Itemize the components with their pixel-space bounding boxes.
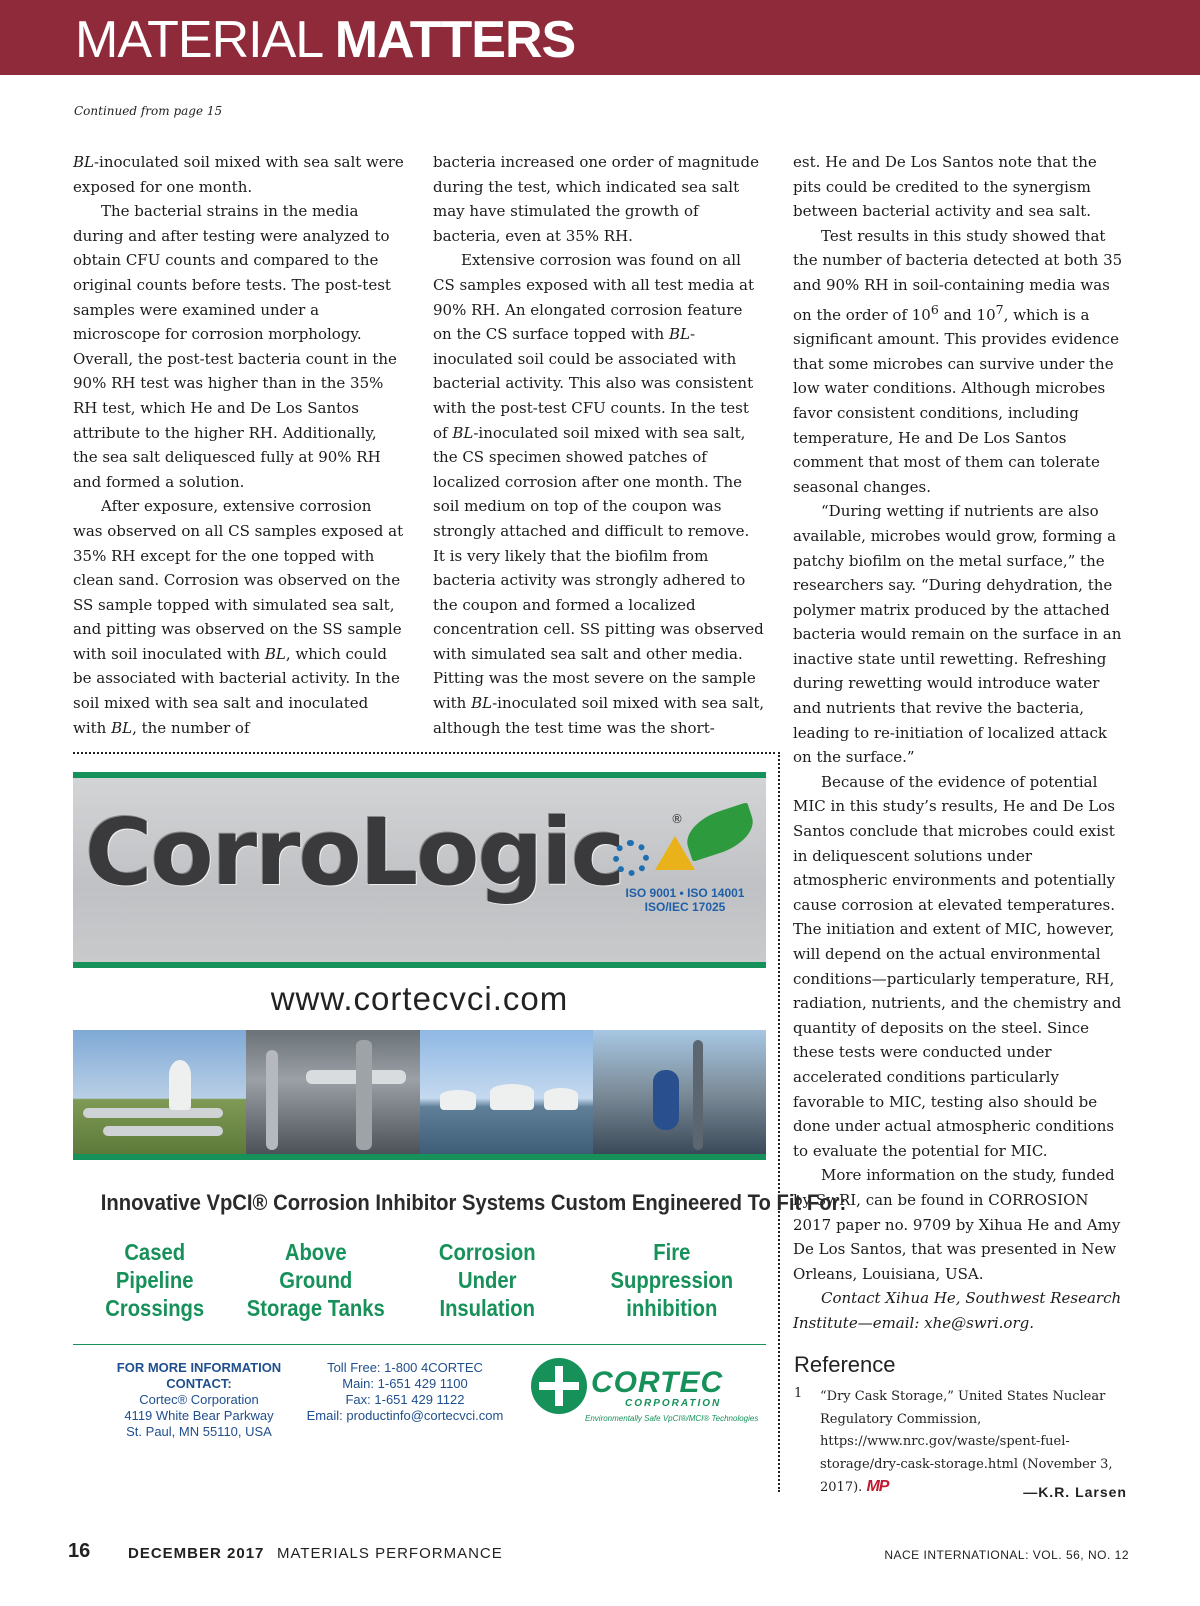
article-column-3 — [793, 150, 1127, 1336]
feature-item: Cased Pipeline Crossings — [105, 1239, 205, 1321]
ad-headline: Innovative VpCI® Corrosion Inhibitor Systems Custom Engineered To Fit For: — [100, 1190, 847, 1215]
registered-mark: ® — [671, 812, 683, 826]
emphasis: BL — [471, 694, 493, 713]
storage-tanks-photo — [420, 1030, 593, 1154]
iso-certifications: ISO 9001 • ISO 14001 ISO/IEC 17025 — [625, 886, 745, 914]
mp-end-mark: MP — [866, 1478, 889, 1495]
emphasis: BL — [73, 153, 94, 171]
cortec-brand: CORTEC — [591, 1366, 724, 1399]
ad-photo-strip — [73, 1030, 766, 1160]
ad-url-link[interactable]: www.cortecvci.com — [270, 980, 569, 1017]
text: , which could be associated with bacterial activity. In the soil mixed with sea salt and inoculated with — [73, 644, 400, 737]
ad-divider-vertical — [778, 752, 780, 1492]
main-phone: Main: 1-651 429 1100 — [342, 1376, 468, 1391]
section-title-bold: MATTERS — [334, 11, 576, 69]
paragraph: Because of the evidence of potential MIC in this study’s results, He and De Los Santos conclude that microbes could exist in deliquescent solutions under atmospheric environments and potentially cause corrosion at elevated temperatures. The initiation and extent of MIC, however, will depend on the actual environmental conditions—particularly temperature, RH, radiation, nutrients, and the chemistry and quantity of deposits on the steel. Since these tests were conducted under accelerated conditions particularly favorable to MIC, testing also should be done under actual atmospheric conditions to evaluate the potential for MIC. — [793, 772, 1122, 1160]
text: After exposure, extensive corrosion was observed on all CS samples exposed at 35% RH except for the one topped with clean sand. Corrosion was observed on the SS sample topped with simulated sea salt, and pitting was observed on the SS sample with soil inoculated with — [73, 497, 404, 663]
ad-rule — [73, 1344, 766, 1345]
ad-feature-list — [73, 1238, 766, 1322]
continued-note: Continued from page 15 — [74, 104, 223, 118]
text: Test results in this study showed that the number of bacteria detected at both 35 and 90% RH in soil-containing media was on the order of 10 — [793, 226, 1123, 324]
emphasis: BL — [669, 325, 690, 344]
feature-item: Above Ground Storage Tanks — [247, 1239, 386, 1321]
text: -inoculated soil mixed with sea salt, the CS specimen showed patches of localized corrosion after one month. The soil medium on top of the coupon was strongly attached and difficult to remove. It is very likely that the biofilm from bacteria activity was strongly adhered to the coupon and formed a localized concentration cell. SS pitting was observed with simulated sea salt and other media. Pitting was the most severe on the sample with — [433, 423, 764, 713]
leaf-icon — [681, 802, 760, 862]
corrologic-banner — [73, 772, 766, 968]
cortec-tagline: Environmentally Safe VpCI®/MCI® Technologies — [585, 1414, 759, 1423]
text: , the number of — [132, 718, 250, 737]
text: -inoculated soil mixed with sea salt were exposed for one month. — [73, 153, 404, 196]
worker-photo — [593, 1030, 766, 1154]
paragraph: est. He and De Los Santos note that the pits could be credited to the synergism between bacterial activity and sea salt. — [793, 153, 1097, 221]
cortec-logo-cross — [539, 1382, 579, 1390]
text: Extensive corrosion was found on all CS samples exposed with all test media at 90% RH. An elongated corrosion feature on the CS surface topped with — [433, 251, 755, 344]
gear-icon — [613, 840, 649, 876]
plant-photo — [246, 1030, 419, 1154]
reference-number: 1 — [794, 1386, 803, 1401]
section-title-light: MATERIAL — [75, 11, 322, 69]
contact-company: Cortec® Corporation — [139, 1392, 259, 1407]
feature-item: Corrosion Under Insulation — [438, 1239, 536, 1321]
page-number: 16 — [68, 1540, 91, 1562]
paragraph: “During wetting if nutrients are also available, microbes would grow, forming a patchy biofilm on the metal surface,” the researchers say. “During dehydration, the polymer matrix produced by the attached bacteria would remain on the surface in an inactive state until rewetting. Refreshing during rewetting would introduce water and nutrients that revive the bacteria, leading to re-initiation of localized attack on the surface.” — [793, 502, 1122, 767]
volume-info: NACE INTERNATIONAL: VOL. 56, NO. 12 — [884, 1548, 1129, 1562]
toll-free: Toll Free: 1-800 4CORTEC — [327, 1360, 483, 1375]
text: -inoculated soil could be associated with bacterial activity. This also was consistent with the post-test CFU counts. In the test of — [433, 325, 754, 442]
contact-heading: FOR MORE INFORMATION CONTACT: — [116, 1360, 282, 1391]
contact-street: 4119 White Bear Parkway — [124, 1408, 274, 1423]
email-link[interactable]: Email: productinfo@cortecvci.com — [306, 1408, 504, 1423]
emphasis: BL — [111, 718, 133, 737]
text: and 10 — [938, 305, 996, 324]
text: -inoculated soil mixed with sea salt, although the test time was the short- — [433, 694, 765, 737]
contact-phones — [305, 1360, 505, 1424]
paragraph — [433, 248, 765, 740]
emphasis: BL — [452, 423, 474, 442]
reference-text — [820, 1386, 1128, 1500]
superscript: 6 — [930, 301, 939, 317]
pipeline-photo — [73, 1030, 246, 1154]
issue-date: DECEMBER 2017 — [128, 1545, 265, 1562]
paragraph — [73, 494, 405, 740]
cortec-brand-sub: CORPORATION — [625, 1398, 722, 1409]
article-column-1 — [73, 150, 405, 740]
contact-city: St. Paul, MN 55110, USA — [126, 1424, 272, 1439]
author-byline: —K.R. Larsen — [1023, 1484, 1127, 1500]
paragraph: More information on the study, funded by SwRI, can be found in CORROSION 2017 paper no. 9709 by Xihua He and Amy De Los Santos, that was presented in New Orleans, Louisiana, USA. — [793, 1166, 1121, 1283]
superscript: 7 — [995, 301, 1004, 317]
text: , which is a significant amount. This provides evidence that some microbes can survive under the low water conditions. Although microbes favor consistent conditions, including temperature, He and De Los Santos comment that most of them can tolerate seasonal changes. — [793, 305, 1119, 496]
paragraph — [793, 224, 1127, 500]
paragraph — [73, 150, 405, 199]
reference-heading: Reference — [794, 1352, 896, 1377]
paragraph: bacteria increased one order of magnitude during the test, which indicated sea salt may have stimulated the growth of bacteria, even at 35% RH. — [433, 153, 760, 245]
reference-citation: “Dry Cask Storage,” United States Nuclear Regulatory Commission, https://www.nrc.gov/waste/spent-fuel-storage/dry-cask-storage.html (November 3, 2017). — [820, 1389, 1113, 1495]
section-header — [0, 0, 1200, 75]
section-title — [75, 10, 575, 70]
contact-line: Contact Xihua He, Southwest Research Institute—email: xhe@swri.org. — [793, 1289, 1122, 1332]
corrologic-logo: CorroLogic — [85, 799, 624, 906]
feature-item: Fire Suppression inhibition — [610, 1239, 734, 1321]
article-column-2 — [433, 150, 765, 740]
paragraph: The bacterial strains in the media during and after testing were analyzed to obtain CFU counts and compared to the original counts before tests. The post-test samples were examined under a microscope for corrosion morphology. Overall, the post-test bacteria count in the 90% RH test was higher than in the 35% RH test, which He and De Los Santos attribute to the higher RH. Additionally, the sea salt deliquesced fully at 90% RH and formed a solution. — [73, 202, 397, 491]
emphasis: BL — [264, 644, 286, 663]
ad-divider-horizontal — [73, 752, 775, 754]
publication-name: MATERIALS PERFORMANCE — [277, 1545, 503, 1562]
fax: Fax: 1-651 429 1122 — [345, 1392, 465, 1407]
contact-address — [89, 1360, 309, 1440]
